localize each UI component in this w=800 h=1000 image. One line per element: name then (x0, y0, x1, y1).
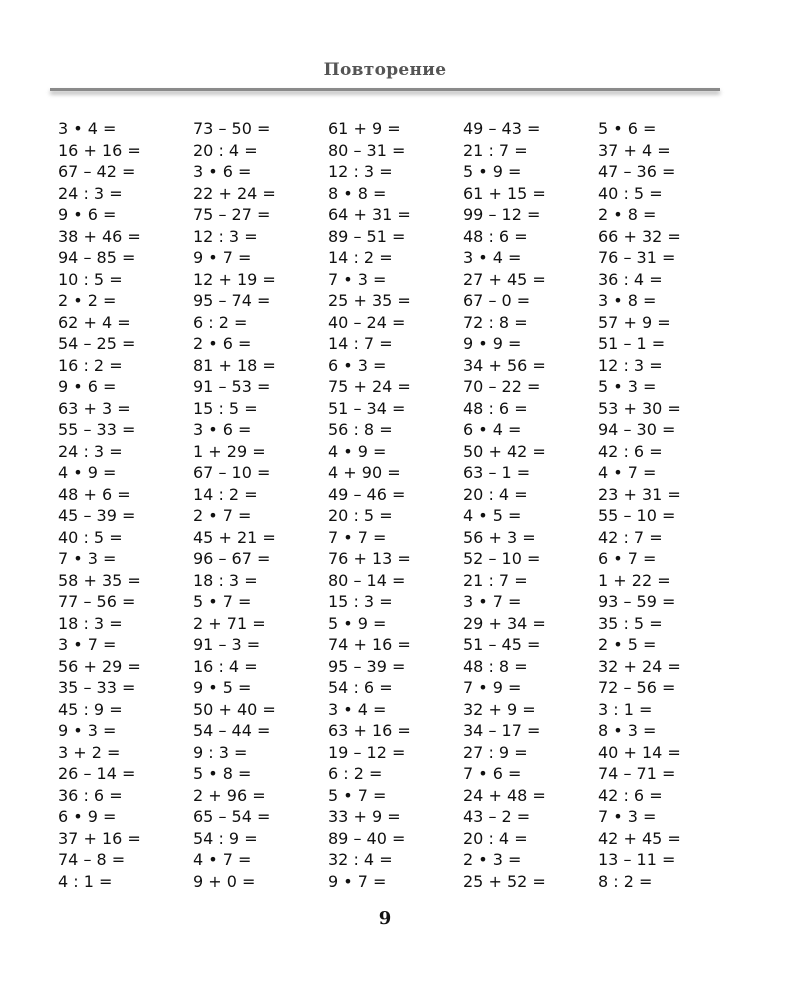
math-exercise: 51 – 45 = (463, 635, 541, 654)
math-exercise: 50 + 42 = (463, 441, 546, 461)
math-exercise: 62 + 4 = (58, 312, 131, 332)
math-exercise: 3 • 7 = (463, 592, 522, 611)
math-exercise: 32 + 24 = (598, 656, 681, 676)
math-exercise: 12 : 3 = (328, 162, 393, 181)
math-exercise: 91 – 3 = (193, 635, 261, 654)
math-exercise: 9 • 7 = (328, 871, 387, 891)
math-exercise: 36 : 4 = (598, 269, 663, 289)
math-exercise: 56 + 3 = (463, 527, 536, 547)
math-exercise: 40 : 5 = (598, 183, 663, 203)
math-exercise: 2 • 2 = (58, 291, 117, 310)
math-exercise: 4 • 7 = (193, 850, 252, 869)
math-exercise: 99 – 12 = (463, 205, 541, 224)
math-exercise: 20 : 5 = (328, 506, 393, 525)
math-exercise: 54 : 9 = (193, 828, 258, 848)
math-exercise: 7 • 7 = (328, 527, 387, 547)
math-exercise: 89 – 51 = (328, 226, 406, 246)
math-exercise: 55 – 33 = (58, 420, 136, 439)
math-exercise: 66 + 32 = (598, 226, 681, 246)
math-exercise: 95 – 74 = (193, 291, 271, 310)
math-exercise: 5 • 8 = (193, 764, 252, 783)
math-exercise: 56 + 29 = (58, 656, 141, 676)
math-exercise: 9 • 3 = (58, 721, 117, 740)
math-exercise: 29 + 34 = (463, 613, 546, 633)
math-exercise: 2 • 6 = (193, 334, 252, 353)
math-exercise: 61 + 9 = (328, 119, 401, 138)
math-exercise: 40 + 14 = (598, 742, 681, 762)
math-exercise: 22 + 24 = (193, 183, 276, 203)
math-exercise: 80 – 31 = (328, 140, 406, 160)
math-exercise: 4 • 7 = (598, 463, 657, 482)
math-exercise: 67 – 10 = (193, 463, 271, 482)
math-exercise: 77 – 56 = (58, 592, 136, 611)
math-exercise: 72 : 8 = (463, 312, 528, 332)
math-exercise: 91 – 53 = (193, 377, 271, 396)
math-exercise: 1 + 22 = (598, 570, 671, 590)
math-exercise: 7 • 6 = (463, 764, 522, 783)
math-exercise: 4 • 5 = (463, 506, 522, 525)
math-exercise: 7 • 3 = (598, 807, 657, 826)
math-exercise: 24 : 3 = (58, 183, 123, 203)
math-exercise: 14 : 2 = (193, 484, 258, 504)
title-divider (50, 88, 720, 91)
math-exercise: 21 : 7 = (463, 140, 528, 160)
math-exercise: 94 – 85 = (58, 248, 136, 267)
math-exercise: 54 – 25 = (58, 334, 136, 353)
math-exercise: 65 – 54 = (193, 807, 271, 826)
math-exercise: 70 – 22 = (463, 377, 541, 396)
math-exercise: 7 • 3 = (58, 549, 117, 568)
math-exercise: 27 : 9 = (463, 742, 528, 762)
math-exercise: 16 + 16 = (58, 140, 141, 160)
math-exercise: 48 : 6 = (463, 226, 528, 246)
math-exercise: 42 + 45 = (598, 828, 681, 848)
exercise-column (463, 118, 598, 892)
math-exercise: 10 : 5 = (58, 269, 123, 289)
math-exercise: 9 + 0 = (193, 871, 256, 891)
math-exercise: 54 – 44 = (193, 721, 271, 740)
math-exercise: 6 • 9 = (58, 807, 117, 826)
math-exercise: 45 + 21 = (193, 527, 276, 547)
math-exercise: 26 – 14 = (58, 764, 136, 783)
math-exercise: 9 • 7 = (193, 248, 252, 267)
math-exercise: 12 : 3 = (193, 226, 258, 246)
math-exercise: 5 • 9 = (463, 162, 522, 181)
math-exercise: 5 • 3 = (598, 377, 657, 396)
exercise-column (193, 118, 328, 892)
math-exercise: 18 : 3 = (58, 613, 123, 633)
math-exercise: 40 – 24 = (328, 312, 406, 332)
math-exercise: 8 : 2 = (598, 871, 653, 891)
math-exercise: 5 • 7 = (193, 592, 252, 611)
math-exercise: 3 • 6 = (193, 420, 252, 439)
math-exercise: 2 • 8 = (598, 205, 657, 224)
math-exercise: 67 – 42 = (58, 162, 136, 181)
math-exercise: 61 + 15 = (463, 183, 546, 203)
math-exercise: 45 : 9 = (58, 699, 123, 719)
math-exercise: 3 • 7 = (58, 635, 117, 654)
math-exercise: 25 + 52 = (463, 871, 546, 891)
math-exercise: 18 : 3 = (193, 570, 258, 590)
math-exercise: 4 + 90 = (328, 463, 401, 482)
math-exercise: 48 : 8 = (463, 656, 528, 676)
math-exercise: 42 : 6 = (598, 441, 663, 461)
math-exercise: 72 – 56 = (598, 678, 676, 697)
math-exercise: 94 – 30 = (598, 420, 676, 439)
math-exercise: 58 + 35 = (58, 570, 141, 590)
math-exercise: 49 – 43 = (463, 119, 541, 138)
math-exercise: 5 • 9 = (328, 613, 387, 633)
math-exercise: 19 – 12 = (328, 742, 406, 762)
math-exercise: 48 : 6 = (463, 398, 528, 418)
math-exercise: 7 • 3 = (328, 269, 387, 289)
math-exercise: 20 : 4 = (193, 140, 258, 160)
math-exercise: 27 + 45 = (463, 269, 546, 289)
math-exercise: 7 • 9 = (463, 678, 522, 697)
math-exercise: 13 – 11 = (598, 850, 676, 869)
math-exercise: 3 • 4 = (463, 248, 522, 267)
math-exercise: 74 – 8 = (58, 850, 126, 869)
exercise-column (58, 118, 193, 892)
math-exercise: 33 + 9 = (328, 807, 401, 826)
math-exercise: 50 + 40 = (193, 699, 276, 719)
math-exercise: 8 • 3 = (598, 721, 657, 740)
exercise-column (328, 118, 463, 892)
math-exercise: 4 : 1 = (58, 871, 113, 891)
math-exercise: 3 : 1 = (598, 699, 653, 719)
math-exercise: 2 • 7 = (193, 506, 252, 525)
math-exercise: 42 : 6 = (598, 785, 663, 805)
math-exercise: 16 : 4 = (193, 656, 258, 676)
math-exercise: 3 • 4 = (328, 699, 387, 719)
math-exercise: 6 • 7 = (598, 549, 657, 568)
math-exercise: 23 + 31 = (598, 484, 681, 504)
math-exercise: 6 : 2 = (328, 764, 383, 783)
math-exercise: 35 – 33 = (58, 678, 136, 697)
math-exercise: 75 + 24 = (328, 377, 411, 396)
math-exercise: 34 + 56 = (463, 355, 546, 375)
math-exercise: 6 : 2 = (193, 312, 248, 332)
math-exercise: 76 + 13 = (328, 549, 411, 568)
math-exercise: 24 : 3 = (58, 441, 123, 461)
math-exercise: 75 – 27 = (193, 205, 271, 224)
math-exercise: 74 + 16 = (328, 635, 411, 654)
math-exercise: 63 – 1 = (463, 463, 531, 482)
math-exercise: 45 – 39 = (58, 506, 136, 525)
math-exercise: 1 + 29 = (193, 441, 266, 461)
math-exercise: 55 – 10 = (598, 506, 676, 525)
math-exercise: 20 : 4 = (463, 484, 528, 504)
math-exercise: 9 • 6 = (58, 205, 117, 224)
math-exercise: 74 – 71 = (598, 764, 676, 783)
math-exercise: 37 + 4 = (598, 140, 671, 160)
math-exercise: 12 + 19 = (193, 269, 276, 289)
exercise-column (598, 118, 733, 892)
math-exercise: 2 • 3 = (463, 850, 522, 869)
math-exercise: 9 : 3 = (193, 742, 248, 762)
math-exercise: 51 – 1 = (598, 334, 666, 353)
math-exercise: 63 + 16 = (328, 721, 411, 740)
math-exercise: 53 + 30 = (598, 398, 681, 418)
math-exercise: 5 • 6 = (598, 119, 657, 138)
math-exercise: 42 : 7 = (598, 527, 663, 547)
math-exercise: 47 – 36 = (598, 162, 676, 181)
math-exercise: 54 : 6 = (328, 678, 393, 697)
math-exercise: 15 : 5 = (193, 398, 258, 418)
math-exercise: 2 + 96 = (193, 785, 266, 805)
math-exercise: 9 • 9 = (463, 334, 522, 353)
math-exercise: 36 : 6 = (58, 785, 123, 805)
math-exercise: 73 – 50 = (193, 119, 271, 138)
math-exercise: 6 • 4 = (463, 420, 522, 439)
math-exercise: 38 + 46 = (58, 226, 141, 246)
math-exercise: 3 • 8 = (598, 291, 657, 310)
math-exercise: 16 : 2 = (58, 355, 123, 375)
math-exercise: 40 : 5 = (58, 527, 123, 547)
math-exercise: 48 + 6 = (58, 484, 131, 504)
page-number: 9 (378, 908, 392, 929)
math-exercise: 9 • 5 = (193, 678, 252, 697)
math-exercise: 51 – 34 = (328, 398, 406, 418)
math-exercise: 2 • 5 = (598, 635, 657, 654)
math-exercise: 64 + 31 = (328, 205, 411, 224)
math-exercise: 52 – 10 = (463, 549, 541, 568)
math-exercise: 57 + 9 = (598, 312, 671, 332)
math-exercise: 32 : 4 = (328, 850, 393, 869)
math-exercise: 96 – 67 = (193, 549, 271, 568)
math-exercise: 63 + 3 = (58, 398, 131, 418)
math-exercise: 25 + 35 = (328, 291, 411, 310)
math-exercise: 14 : 2 = (328, 248, 393, 267)
math-exercise: 20 : 4 = (463, 828, 528, 848)
math-exercise: 3 + 2 = (58, 742, 121, 762)
exercise-grid (58, 118, 733, 892)
page-title: Повторение (323, 60, 447, 80)
math-exercise: 14 : 7 = (328, 334, 393, 353)
math-exercise: 80 – 14 = (328, 570, 406, 590)
math-exercise: 6 • 3 = (328, 355, 387, 375)
math-exercise: 8 • 8 = (328, 183, 387, 203)
math-exercise: 3 • 6 = (193, 162, 252, 181)
math-exercise: 49 – 46 = (328, 484, 406, 504)
math-exercise: 4 • 9 = (58, 463, 117, 482)
math-exercise: 12 : 3 = (598, 355, 663, 375)
math-exercise: 9 • 6 = (58, 377, 117, 396)
math-exercise: 3 • 4 = (58, 119, 117, 138)
math-exercise: 81 + 18 = (193, 355, 276, 375)
math-exercise: 93 – 59 = (598, 592, 676, 611)
math-exercise: 43 – 2 = (463, 807, 531, 826)
math-exercise: 76 – 31 = (598, 248, 676, 267)
math-exercise: 89 – 40 = (328, 828, 406, 848)
math-exercise: 67 – 0 = (463, 291, 531, 310)
math-exercise: 24 + 48 = (463, 785, 546, 805)
math-exercise: 56 : 8 = (328, 420, 393, 439)
math-exercise: 32 + 9 = (463, 699, 536, 719)
math-exercise: 37 + 16 = (58, 828, 141, 848)
math-exercise: 15 : 3 = (328, 592, 393, 611)
math-exercise: 21 : 7 = (463, 570, 528, 590)
math-exercise: 5 • 7 = (328, 785, 387, 805)
math-exercise: 4 • 9 = (328, 441, 387, 461)
math-exercise: 35 : 5 = (598, 613, 663, 633)
math-exercise: 2 + 71 = (193, 613, 266, 633)
math-exercise: 95 – 39 = (328, 656, 406, 676)
math-exercise: 34 – 17 = (463, 721, 541, 740)
